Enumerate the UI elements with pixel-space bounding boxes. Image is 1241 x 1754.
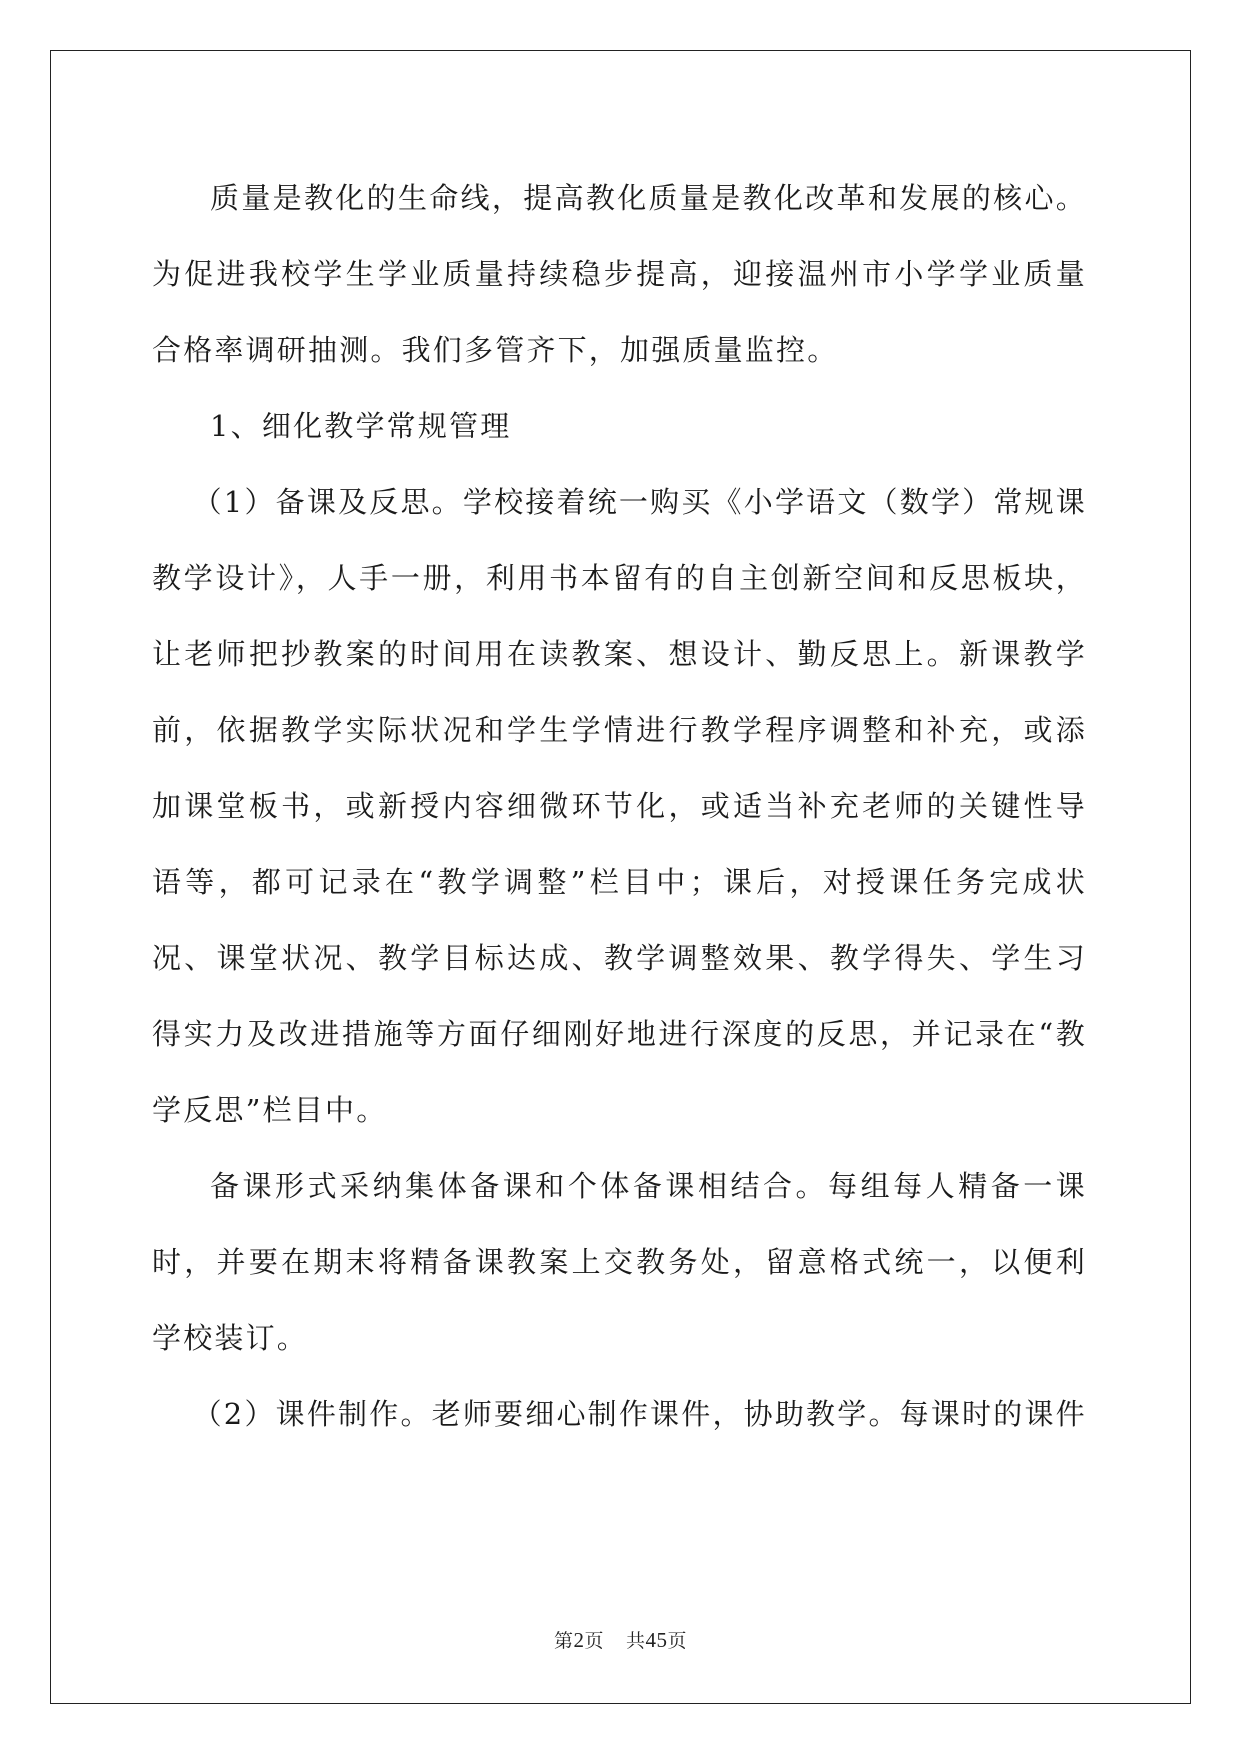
total-prefix: 共 xyxy=(626,1630,646,1652)
section-heading: 1、细化教学常规管理 xyxy=(210,409,512,443)
paragraph-lesson-prep: （1）备课及反思。学校接着统一购买《小学语文（数学）常规课教学设计》，人手一册，利用书本留有的自主创新空间和反思板块，让老师把抄教案的时间用在读教案、想设计、勤反思上。新课教学前，依据教学实际状况和学生学情进行教学程序调整和补充，或添加课堂板书，或新授内容细微环节化，或适当补充老师的关键性导语等，都可记录在“教学调整”栏目中；课后，对授课任务完成状况、课堂状况、教学目标达成、教学调整效果、教学得失、学生习得实力及改进措施等方面仔细刚好地进行深度的反思，并记录在“教学反思”栏目中。 xyxy=(152,485,1087,1127)
document-body xyxy=(152,160,1087,1452)
page-unit: 页 xyxy=(584,1630,604,1652)
total-unit: 页 xyxy=(667,1630,688,1652)
page-footer xyxy=(0,1626,1241,1653)
page-prefix: 第 xyxy=(553,1630,574,1652)
total-page-count: 45 xyxy=(645,1628,668,1652)
paragraph-intro: 质量是教化的生命线，提高教化质量是教化改革和发展的核心。为促进我校学生学业质量持续稳步提高，迎接温州市小学学业质量合格率调研抽测。我们多管齐下，加强质量监控。 xyxy=(152,181,1087,367)
paragraph-courseware: （2）课件制作。老师要细心制作课件，协助教学。每课时的课件 xyxy=(192,1397,1087,1431)
paragraph-prep-form: 备课形式采纳集体备课和个体备课相结合。每组每人精备一课时，并要在期末将精备课教案上交教务处，留意格式统一，以便利学校装订。 xyxy=(152,1169,1087,1355)
current-page-number: 2 xyxy=(573,1628,585,1652)
